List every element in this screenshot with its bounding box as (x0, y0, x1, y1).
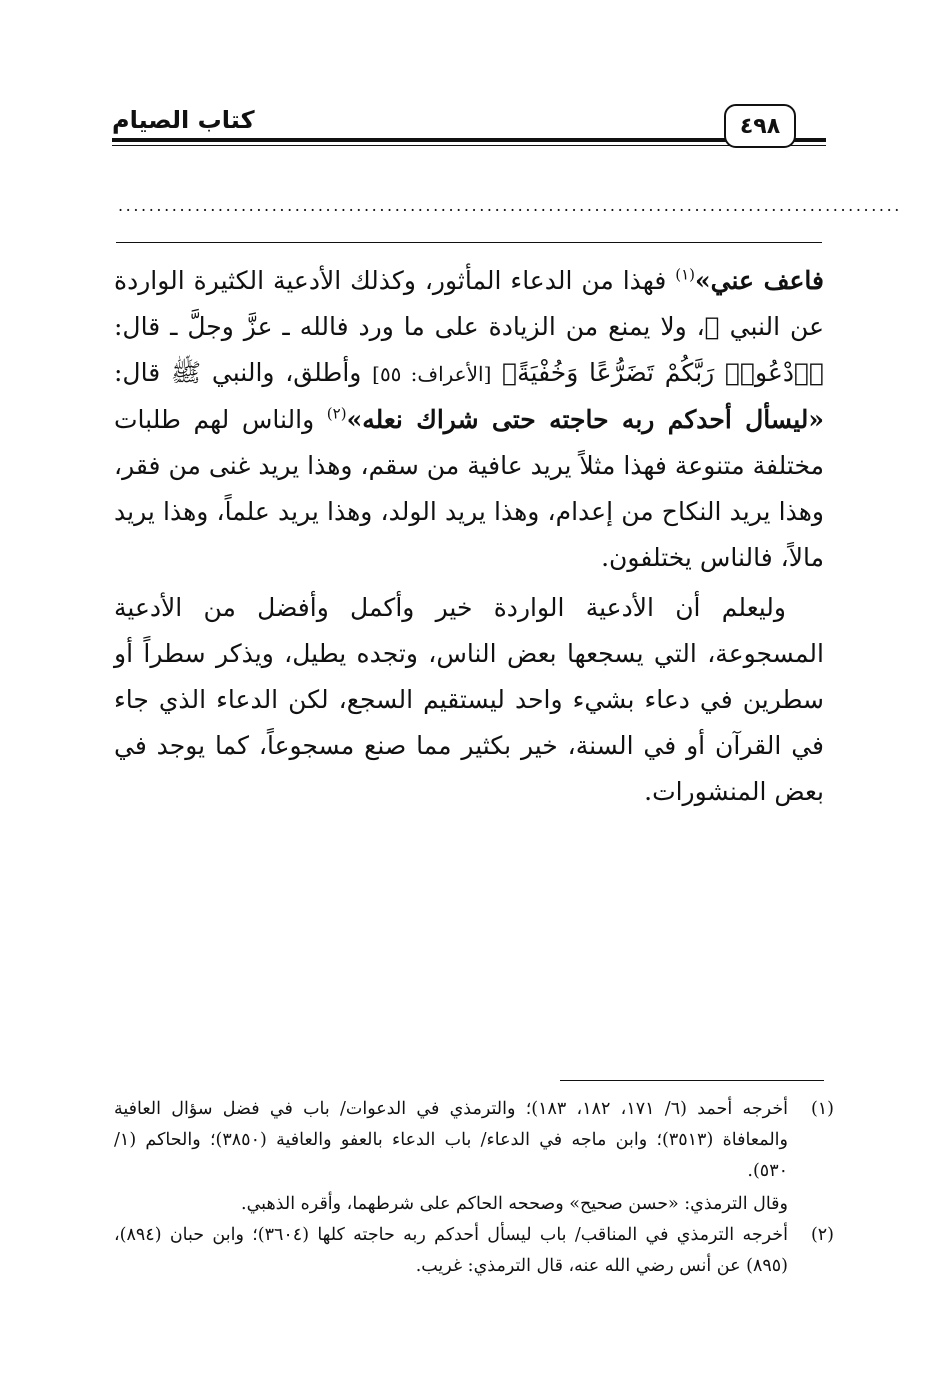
footnote-text: أخرجه أحمد (٦/ ١٧١، ١٨٢، ١٨٣)؛ والترمذي في الدعوات/ باب في فضل سؤال العافية والمعافاة (٣٥١٣)؛ وابن ماجه في الدعاء/ باب الدعاء بالعفو والعافية (٣٨٥٠)؛ والحاكم (١/ ٥٣٠). (114, 1099, 788, 1181)
paragraph-1 (114, 258, 824, 581)
page-number-box (724, 104, 796, 148)
main-text (114, 258, 824, 815)
verse-reference: [الأعراف: ٥٥] (372, 362, 492, 386)
footnote-text: أخرجه الترمذي في المناقب/ باب ليسأل أحدكم ربه حاجته كلها (٣٦٠٤)؛ وابن حبان (٨٩٤)، (٨٩٥) عن أنس رضي الله عنه، قال الترمذي: غريب. (114, 1225, 788, 1276)
dotted-separator: ...................................................................................................... (118, 196, 902, 215)
footnote-number: (٢) (810, 1225, 834, 1245)
hadith-quote-end: فاعف عني» (695, 266, 824, 295)
text-segment: والناس لهم طلبات مختلفة متنوعة فهذا مثلاً يريد عافية من سقم، وهذا يريد غنى من فقر، وهذا يريد النكاح من إعدام، وهذا يريد الولد، وهذا يريد علماً، وهذا يريد مالاً، فالناس يختلفون. (114, 405, 824, 572)
header-rule-thick (112, 138, 826, 142)
footnote-ref-1: (١) (675, 265, 695, 284)
footnote-1 (114, 1094, 834, 1187)
content-separator-line (116, 242, 822, 243)
page-number: ٤٩٨ (739, 113, 781, 139)
footnotes (114, 1094, 834, 1282)
paragraph-2: وليعلم أن الأدعية الواردة خير وأكمل وأفضل من الأدعية المسجوعة، التي يسجعها بعض الناس، وتجده يطيل، ويذكر سطراً أو سطرين في دعاء بشيء واحد ليستقيم السجع، لكن الدعاء الذي جاء في القرآن أو في السنة، خير بكثير مما صنع مسجوعاً، كما يوجد في بعض المنشورات. (114, 593, 824, 806)
footnote-ref-2: (٢) (326, 404, 347, 423)
header-rule-thin (112, 145, 826, 146)
text-segment: فهذا من الدعاء المأثور، وكذلك الأدعية الكثيرة الواردة عن النبي ﷺ، ولا يمنع من الزيادة على ما ورد فالله ـ عزَّ وجلَّ ـ قال: ﴿ٱدْعُوا۟ رَبَّكُمْ تَضَرُّعًا وَخُفْيَةً﴾ (114, 266, 824, 387)
footnote-2 (114, 1220, 834, 1282)
text-segment: وأطلق، والنبي ﷺ قال: (114, 358, 373, 387)
footnote-number: (١) (810, 1099, 834, 1119)
footnote-1-note: وقال الترمذي: «حسن صحيح» وصححه الحاكم على شرطهما، وأقره الذهبي. (241, 1194, 788, 1214)
page-header (112, 104, 826, 162)
book-title: كتاب الصيام (112, 106, 255, 134)
hadith-quote: «ليسأل أحدكم ربه حاجته حتى شراك نعله» (346, 405, 825, 434)
footnote-separator (560, 1080, 824, 1081)
